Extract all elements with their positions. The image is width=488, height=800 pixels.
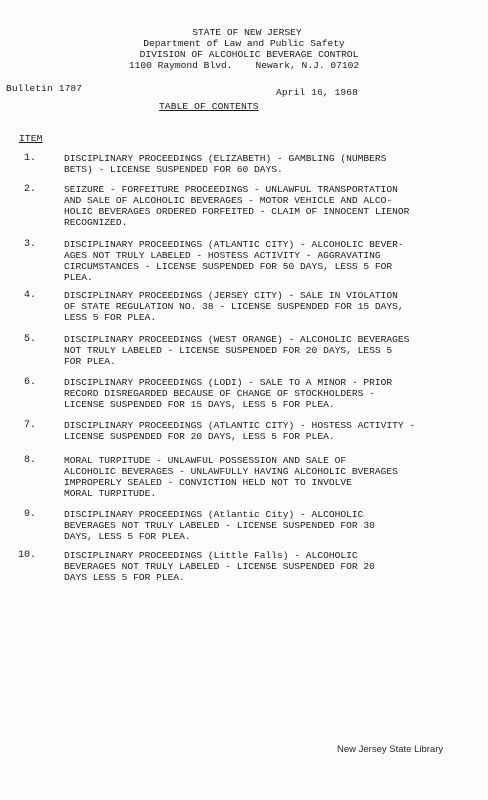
toc-item-line: NOT TRULY LABELED - LICENSE SUSPENDED FOR 20 DAYS, LESS 5: [64, 345, 393, 356]
toc-item-line: ALCOHOLIC BEVERAGES - UNLAWFULLY HAVING ALCOHOLIC BVERAGES: [64, 466, 398, 477]
toc-item-line: HOLIC BEVERAGES ORDERED FORFEITED - CLAIM OF INNOCENT LIENOR: [64, 206, 410, 217]
toc-item-line: IMPROPERLY SEALED - CONVICTION HELD NOT TO INVOLVE: [64, 477, 352, 488]
toc-item-line: CIRCUMSTANCES - LICENSE SUSPENDED FOR 50 DAYS, LESS 5 FOR: [64, 261, 393, 272]
toc-item-line: LICENSE SUSPENDED FOR 20 DAYS, LESS 5 FOR PLEA.: [64, 431, 335, 442]
toc-item-line: DISCIPLINARY PROCEEDINGS (ATLANTIC CITY) - HOSTESS ACTIVITY -: [64, 420, 416, 431]
bulletin-date: April 16, 1968: [276, 87, 359, 98]
toc-item-number: 10.: [18, 550, 37, 561]
toc-item-line: BETS) - LICENSE SUSPENDED FOR 60 DAYS.: [64, 164, 283, 175]
toc-item-line: DISCIPLINARY PROCEEDINGS (LODI) - SALE TO A MINOR - PRIOR: [64, 377, 393, 388]
toc-item-number: 1.: [24, 153, 37, 164]
toc-item-number: 5.: [24, 334, 37, 345]
toc-title: TABLE OF CONTENTS: [159, 101, 259, 112]
item-column-label: ITEM: [19, 133, 43, 144]
toc-item-line: DAYS, LESS 5 FOR PLEA.: [64, 531, 191, 542]
toc-item-number: 9.: [24, 509, 37, 520]
toc-item-line: LICENSE SUSPENDED FOR 15 DAYS, LESS 5 FOR PLEA.: [64, 399, 335, 410]
toc-item-line: AND SALE OF ALCOHOLIC BEVERAGES - MOTOR VEHICLE AND ALCO-: [64, 195, 393, 206]
toc-item-line: DISCIPLINARY PROCEEDINGS (ELIZABETH) - GAMBLING (NUMBERS: [64, 153, 387, 164]
header-division: DIVISION OF ALCOHOLIC BEVERAGE CONTROL: [139, 49, 359, 60]
toc-item-line: AGES NOT TRULY LABELED - HOSTESS ACTIVITY - AGGRAVATING: [64, 250, 381, 261]
toc-item-line: MORAL TURPITUDE - UNLAWFUL POSSESSION AND SALE OF: [64, 455, 347, 466]
library-stamp: New Jersey State Library: [337, 744, 444, 755]
toc-item-line: RECOGNIZED.: [64, 217, 128, 228]
toc-item-number: 7.: [24, 420, 37, 431]
toc-item-line: RECORD DISREGARDED BECAUSE OF CHANGE OF STOCKHOLDERS -: [64, 388, 375, 399]
header-department: Department of Law and Public Safety: [143, 38, 345, 49]
header-address: 1100 Raymond Blvd. Newark, N.J. 07102: [128, 60, 360, 71]
toc-item-line: DISCIPLINARY PROCEEDINGS (JERSEY CITY) - SALE IN VIOLATION: [64, 290, 398, 301]
toc-item-line: DISCIPLINARY PROCEEDINGS (ATLANTIC CITY) - ALCOHOLIC BEVER-: [64, 239, 404, 250]
toc-item-line: PLEA.: [64, 272, 93, 283]
toc-item-line: LESS 5 FOR PLEA.: [64, 312, 157, 323]
toc-item-line: DAYS LESS 5 FOR PLEA.: [64, 572, 185, 583]
toc-item-line: SEIZURE - FORFEITURE PROCEEDINGS - UNLAWFUL TRANSPORTATION: [64, 184, 398, 195]
toc-item-number: 4.: [24, 290, 37, 301]
toc-item-line: FOR PLEA.: [64, 356, 116, 367]
toc-item-number: 6.: [24, 377, 37, 388]
toc-item-number: 3.: [24, 239, 37, 250]
bulletin-number: Bulletin 1787: [6, 83, 83, 94]
header-state: STATE OF NEW JERSEY: [192, 27, 302, 38]
toc-item-number: 2.: [24, 184, 37, 195]
toc-item-line: OF STATE REGULATION NO. 38 - LICENSE SUSPENDED FOR 15 DAYS,: [64, 301, 404, 312]
toc-item-line: BEVERAGES NOT TRULY LABELED - LICENSE SUSPENDED FOR 20: [64, 561, 375, 572]
toc-item-number: 8.: [24, 455, 37, 466]
toc-item-line: DISCIPLINARY PROCEEDINGS (Atlantic City) - ALCOHOLIC: [64, 509, 364, 520]
toc-item-line: DISCIPLINARY PROCEEDINGS (WEST ORANGE) - ALCOHOLIC BEVERAGES: [64, 334, 410, 345]
toc-item-line: MORAL TURPITUDE.: [64, 488, 157, 499]
toc-item-line: BEVERAGES NOT TRULY LABELED - LICENSE SUSPENDED FOR 30: [64, 520, 375, 531]
toc-item-line: DISCIPLINARY PROCEEDINGS (Little Falls) - ALCOHOLIC: [64, 550, 358, 561]
